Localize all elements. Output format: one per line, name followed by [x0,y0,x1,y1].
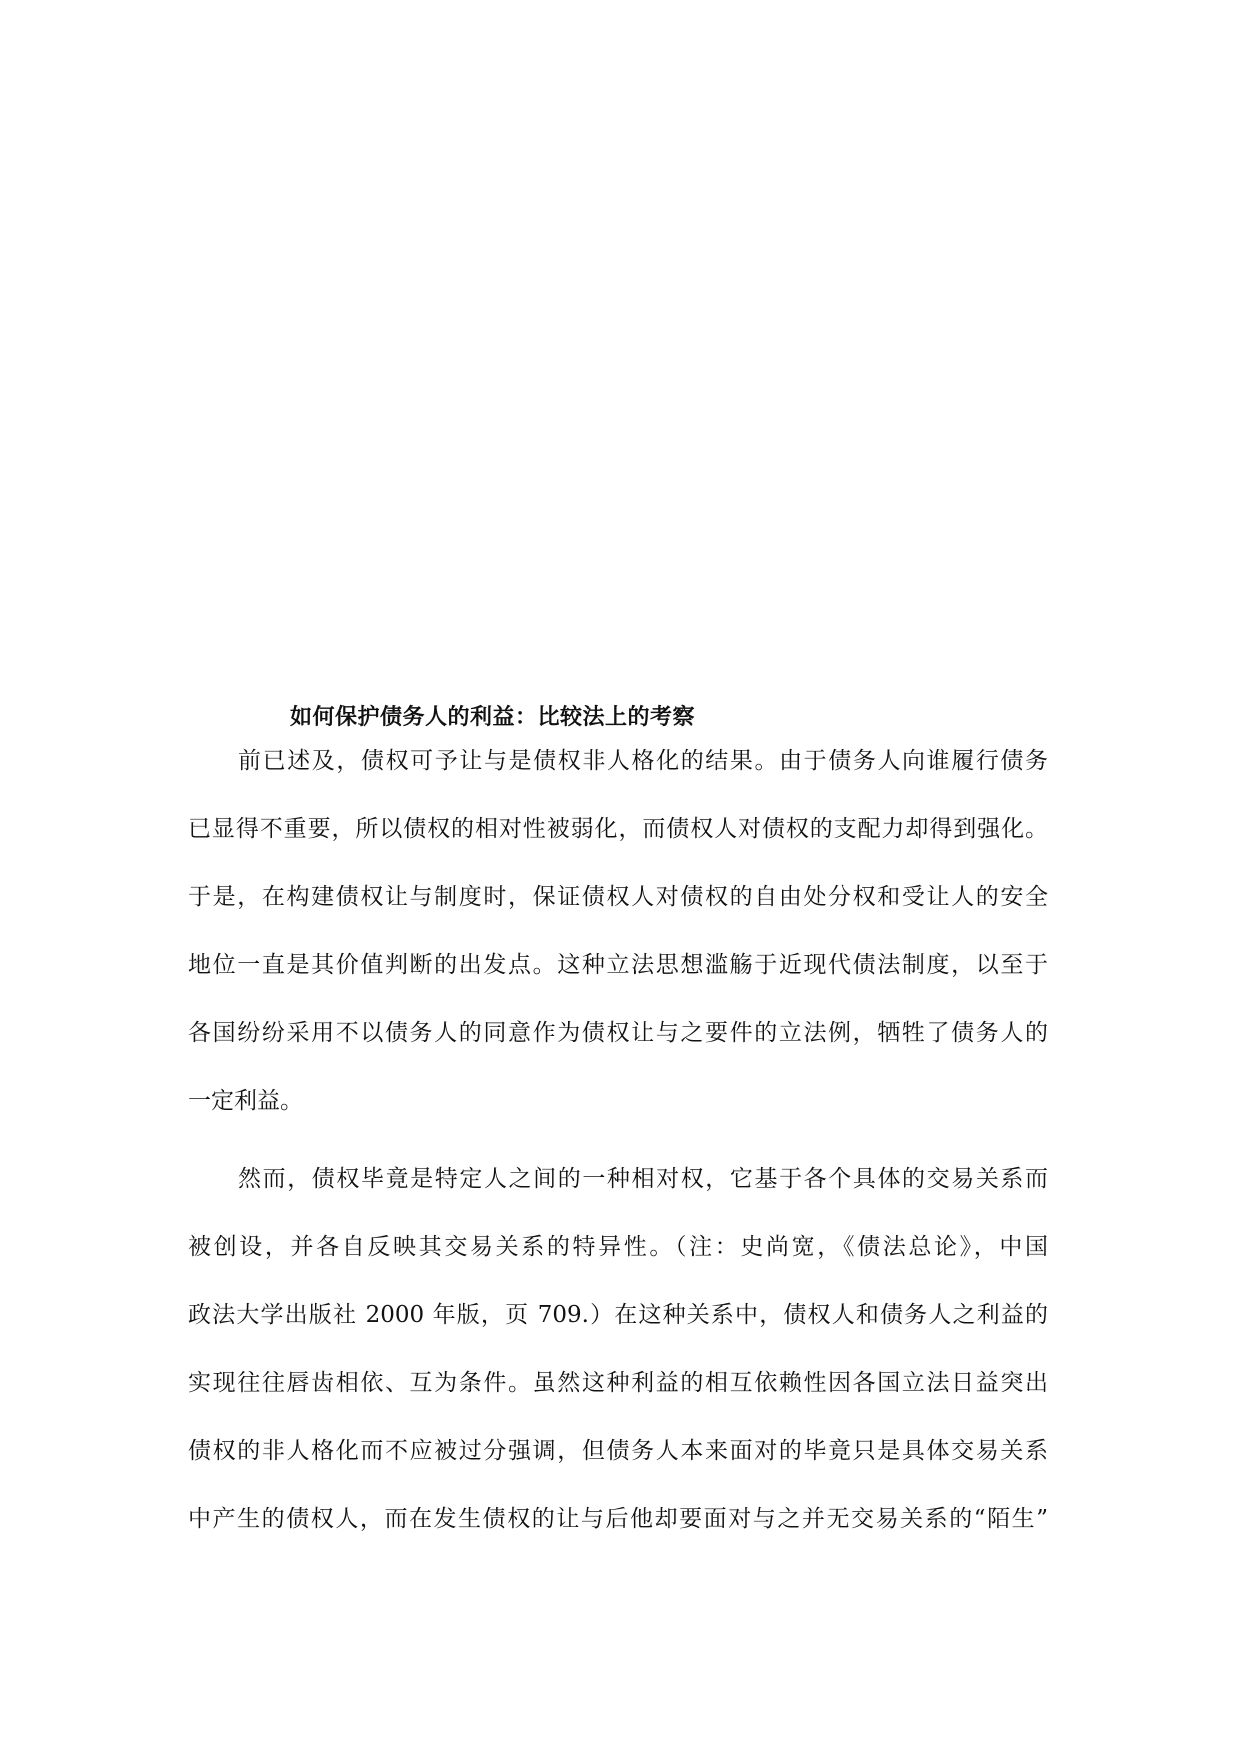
paragraph-2-line-3: 政法大学出版社 2000 年版，页 709.）在这种关系中，债权人和债务人之利益的 [188,1302,1048,1328]
paragraph-1-line-4: 地位一直是其价值判断的出发点。这种立法思想滥觞于近现代债法制度，以至于 [188,952,1048,978]
paragraph-2-line-1: 然而，债权毕竟是特定人之间的一种相对权，它基于各个具体的交易关系而 [238,1166,1048,1192]
paragraph-1-line-2: 已显得不重要，所以债权的相对性被弱化，而债权人对债权的支配力却得到强化。 [188,816,1048,842]
paragraph-2-line-4: 实现往往唇齿相依、互为条件。虽然这种利益的相互依赖性因各国立法日益突出 [188,1370,1048,1396]
paragraph-1-line-5: 各国纷纷采用不以债务人的同意作为债权让与之要件的立法例，牺牲了债务人的 [188,1020,1048,1046]
paragraph-2-line-5: 债权的非人格化而不应被过分强调，但债务人本来面对的毕竟只是具体交易关系 [188,1438,1048,1464]
document-title: 如何保护债务人的利益：比较法上的考察 [290,705,696,730]
paragraph-2-line-2: 被创设，并各自反映其交易关系的特异性。（注：史尚宽，《债法总论》，中国 [188,1234,1048,1260]
paragraph-2-line-6: 中产生的债权人，而在发生债权的让与后他却要面对与之并无交易关系的“陌生” [188,1506,1048,1532]
paragraph-1-line-1: 前已述及，债权可予让与是债权非人格化的结果。由于债务人向谁履行债务 [238,748,1048,774]
paragraph-1-line-3: 于是，在构建债权让与制度时，保证债权人对债权的自由处分权和受让人的安全 [188,884,1048,910]
paragraph-1-line-6: 一定利益。 [188,1088,303,1114]
